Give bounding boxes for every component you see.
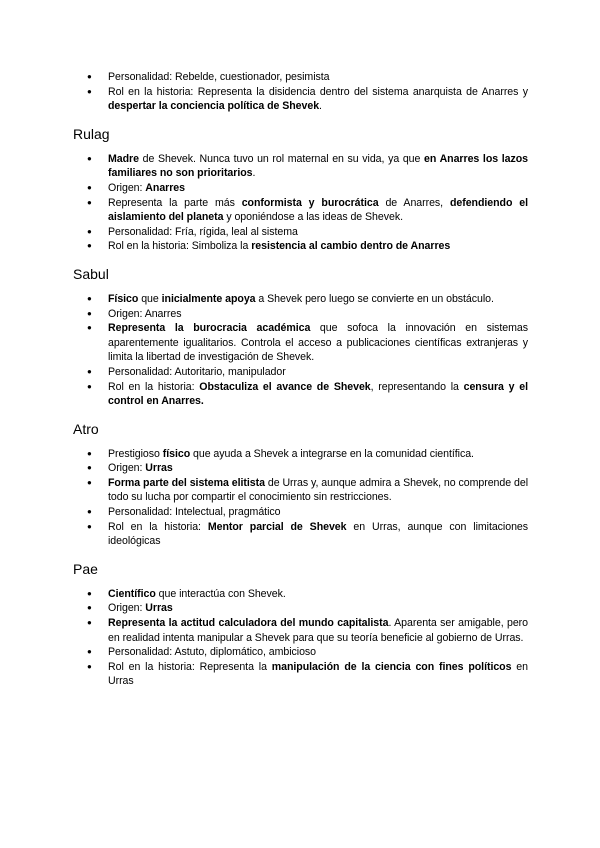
text: en Urras xyxy=(108,660,528,688)
bold-text: Representa la burocracia académica xyxy=(108,322,311,335)
bold-text: despertar la conciencia política de Shevek xyxy=(108,100,320,113)
text: de Shevek. Nunca tuvo un rol maternal en su vida, ya que xyxy=(138,152,425,165)
bold-text: manipulación de la ciencia con fines políticos xyxy=(271,660,512,673)
bold-text: Urras xyxy=(145,462,173,475)
bold-text: resistencia al cambio dentro de Anarres xyxy=(251,240,451,253)
character-section xyxy=(73,70,528,114)
document-content xyxy=(73,70,528,689)
character-heading: Atro xyxy=(73,420,99,437)
text: Prestigioso xyxy=(108,447,163,460)
bullet-item xyxy=(73,292,528,307)
text: . xyxy=(252,167,256,180)
text: Representa la parte más xyxy=(108,196,242,209)
bullet-item xyxy=(73,365,528,380)
bold-text: censura y el control en Anarres. xyxy=(108,380,528,408)
character-section-atro xyxy=(73,409,528,549)
character-section-sabul xyxy=(73,254,528,409)
text: Origen: Anarres xyxy=(108,307,182,320)
bullet-list xyxy=(73,447,528,549)
bold-text: conformista y burocrática xyxy=(241,196,379,209)
bullet-item xyxy=(73,239,528,254)
bold-text: Forma parte del sistema elitista xyxy=(108,476,265,489)
spacer xyxy=(73,143,528,152)
character-heading: Pae xyxy=(73,560,98,577)
character-section-pae xyxy=(73,549,528,689)
bullet-item xyxy=(73,505,528,520)
text: Rol en la historia: xyxy=(108,520,208,533)
bold-text: físico xyxy=(162,447,191,460)
bullet-item xyxy=(73,601,528,616)
bullet-list xyxy=(73,587,528,689)
bullet-item xyxy=(73,645,528,660)
text: y oponiéndose a las ideas de Shevek. xyxy=(223,211,403,224)
bold-text: Físico xyxy=(108,292,139,305)
bold-text: Mentor parcial de Shevek xyxy=(207,520,347,533)
bold-text: Científico xyxy=(108,587,156,600)
spacer xyxy=(73,254,528,265)
bold-text: Urras xyxy=(145,602,173,615)
bullet-item xyxy=(73,616,528,645)
bullet-item xyxy=(73,225,528,240)
text: que interactúa con Shevek. xyxy=(155,587,286,600)
text: Origen: xyxy=(108,602,146,615)
bold-text: Obstaculiza el avance de Shevek xyxy=(199,380,371,393)
text: . Aparenta ser amigable, pero en realidad intenta manipular a Shevek para que su teoría beneficie al gobierno de Urras. xyxy=(108,617,528,644)
text: Rol en la historia: Representa la disidencia dentro del sistema anarquista de Anarres y xyxy=(108,85,528,98)
bullet-item xyxy=(73,520,528,549)
text: a Shevek pero luego se convierte en un obstáculo. xyxy=(255,292,494,305)
bullet-list xyxy=(73,292,528,409)
spacer xyxy=(73,409,528,420)
text: Personalidad: Fría, rígida, leal al sistema xyxy=(108,225,298,238)
bullet-item xyxy=(73,587,528,602)
bullet-item xyxy=(73,461,528,476)
text: Personalidad: Intelectual, pragmático xyxy=(108,506,281,519)
character-section-rulag xyxy=(73,114,528,254)
text: Personalidad: Autoritario, manipulador xyxy=(108,365,286,378)
character-heading: Sabul xyxy=(73,265,109,282)
text: Rol en la historia: xyxy=(108,380,200,393)
text: de Anarres, xyxy=(378,196,450,209)
text: Origen: xyxy=(108,462,146,475)
bullet-item xyxy=(73,476,528,505)
text: , representando la xyxy=(370,380,464,393)
bullet-list xyxy=(73,70,528,114)
bullet-item xyxy=(73,196,528,225)
text: que ayuda a Shevek a integrarse en la comunidad científica. xyxy=(190,447,474,460)
spacer xyxy=(73,578,528,587)
spacer xyxy=(73,283,528,292)
text: Personalidad: Rebelde, cuestionador, pesimista xyxy=(108,71,330,83)
text: en Urras, aunque con limitaciones ideológicas xyxy=(108,520,529,548)
text: de Urras y, aunque admira a Shevek, no comprende del todo su lucha por compartir el conocimiento sin restricciones. xyxy=(108,476,528,504)
bullet-item xyxy=(73,85,528,114)
text: Rol en la historia: Simboliza la xyxy=(108,240,252,253)
text: Origen: xyxy=(108,181,146,194)
bold-text: defendiendo el aislamiento del planeta xyxy=(108,196,528,224)
bold-text: inicialmente apoya xyxy=(161,292,256,305)
character-heading: Rulag xyxy=(73,125,110,142)
spacer xyxy=(73,438,528,447)
bullet-item xyxy=(73,181,528,196)
bullet-item xyxy=(73,307,528,322)
bullet-item xyxy=(73,152,528,181)
text: . xyxy=(319,100,322,113)
text: que sofoca la innovación en sistemas aparentemente igualitarios. Controla el acceso a publicaciones científicas extranjeras y limita la libertad de investigación de Shevek. xyxy=(108,322,528,364)
bold-text: Madre xyxy=(108,152,139,165)
bullet-item xyxy=(73,380,528,409)
bullet-item xyxy=(73,321,528,365)
text: Personalidad: Astuto, diplomático, ambicioso xyxy=(108,646,317,659)
bullet-list xyxy=(73,152,528,254)
bullet-item xyxy=(73,70,528,85)
bold-text: Anarres xyxy=(145,181,185,194)
bold-text: Representa la actitud calculadora del mundo capitalista xyxy=(108,617,389,630)
spacer xyxy=(73,114,528,125)
bold-text: en Anarres los lazos familiares no son prioritarios xyxy=(108,152,528,180)
text: que xyxy=(138,292,162,305)
text: Rol en la historia: Representa la xyxy=(108,660,272,673)
bullet-item xyxy=(73,660,528,689)
bullet-item xyxy=(73,447,528,462)
spacer xyxy=(73,549,528,560)
